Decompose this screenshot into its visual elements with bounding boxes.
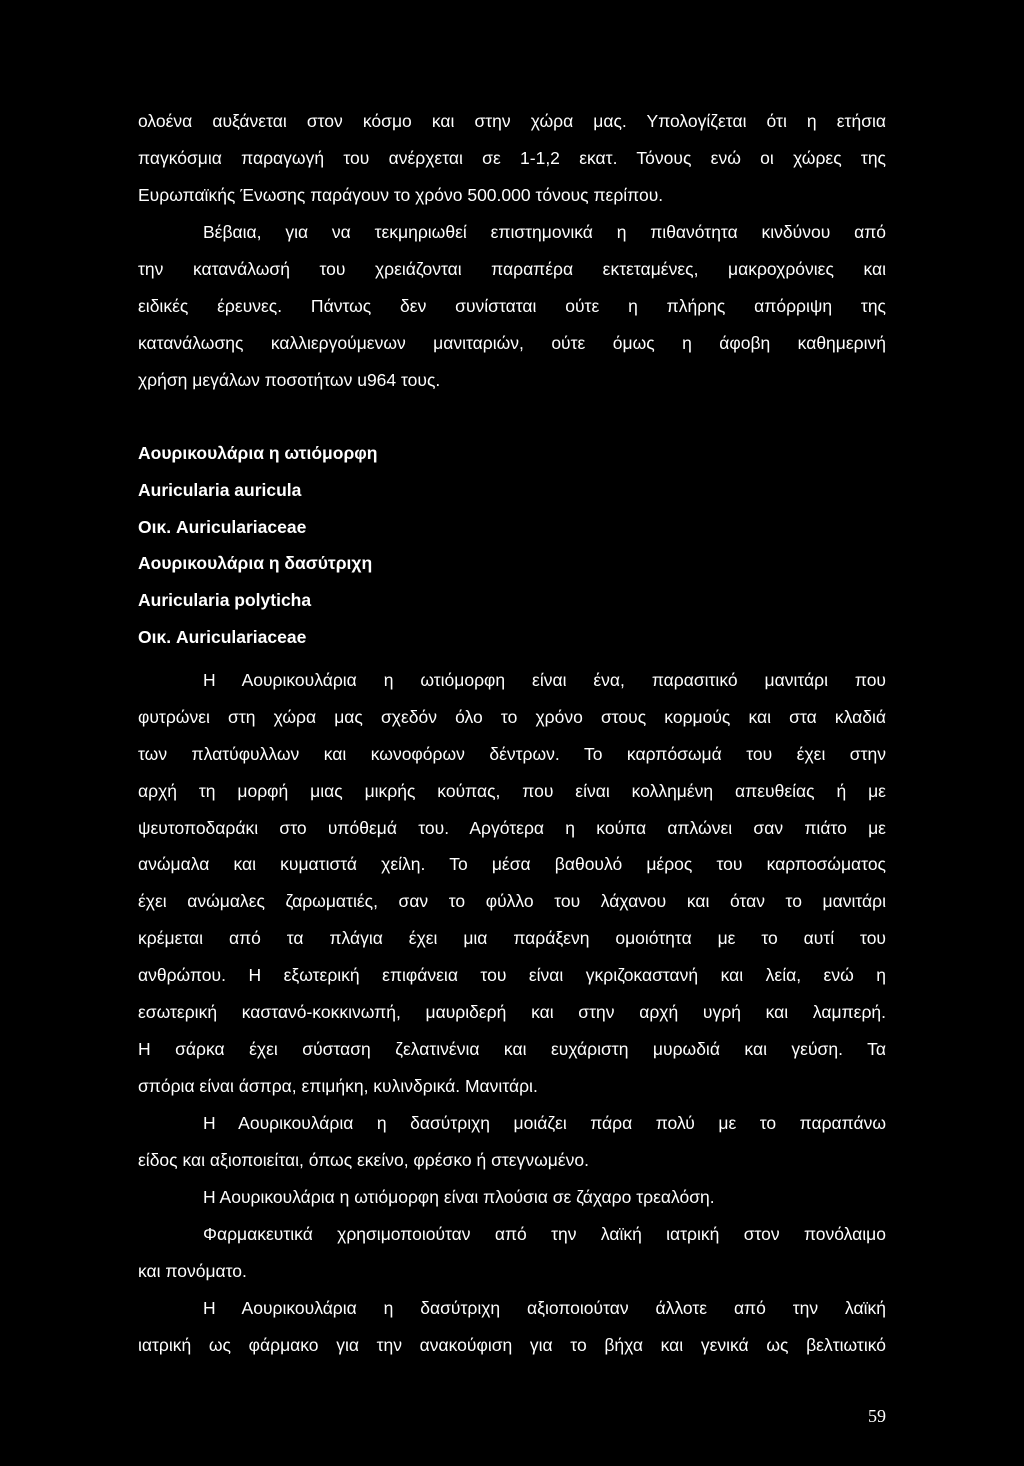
page-number: 59 [868,1406,886,1426]
text-line: κατανάλωσης καλλιεργούμενων μανιταριών, ούτε όμως η άφοβη καθημερινή [138,333,886,353]
text-line: και πονόματο. [138,1261,247,1281]
text-line: Η σάρκα έχει σύσταση ζελατινένια και ευχάριστη μυρωδιά και γεύση. Τα [138,1039,886,1059]
text-line: ψευτοποδαράκι στο υπόθεμά του. Αργότερα η κούπα απλώνει σαν πιάτο με [138,818,886,838]
text-line: χρήση μεγάλων ποσοτήτων u964 τους. [138,370,441,390]
text-line: φυτρώνει στη χώρα μας σχεδόν όλο το χρόνο στους κορμούς και στα κλαδιά [138,707,886,727]
text-line: Ευρωπαϊκής Ένωσης παράγουν το χρόνο 500.000 τόνους περίπου. [138,185,664,205]
text-line: Η Αουρικουλάρια η ωτιόμορφη είναι ένα, παρασιτικό μανιτάρι που [203,670,886,690]
text-line: κρέμεται από τα πλάγια έχει μια παράξενη ομοιότητα με το αυτί του [138,928,886,948]
text-line: εσωτερική καστανό-κοκκινωπή, μαυριδερή και στην αρχή υγρή και λαμπερή. [138,1002,886,1022]
text-line: αρχή τη μορφή μιας μικρής κούπας, που είναι κολλημένη απευθείας ή με [138,781,886,801]
text-line: Φαρμακευτικά χρησιμοποιούταν από την λαϊκή ιατρική στον πονόλαιμο [203,1224,886,1244]
text-line: σπόρια είναι άσπρα, επιμήκη, κυλινδρικά. Μανιτάρι. [138,1076,538,1096]
species-family: Οικ. Auriculariaceae [138,627,307,647]
species-heading-latin: Auricularia polyticha [138,590,312,610]
text-line: ιατρική ως φάρμακο για την ανακούφιση για το βήχα και γενικά ως βελτιωτικό [138,1335,886,1355]
species-heading-greek: Αουρικουλάρια η δασύτριχη [138,553,373,573]
text-line: ανθρώπου. Η εξωτερική επιφάνεια του είναι γκριζοκαστανή και λεία, ενώ η [138,965,886,985]
text-line: ανώμαλα και κυματιστά χείλη. Το μέσα βαθουλό μέρος του καρποσώματος [138,854,886,874]
text-line: Η Αουρικουλάρια η δασύτριχη μοιάζει πάρα πολύ με το παραπάνω [203,1113,886,1133]
text-line: Η Αουρικουλάρια η δασύτριχη αξιοποιούταν άλλοτε από την λαϊκή [203,1298,886,1318]
species-family: Οικ. Auriculariaceae [138,517,307,537]
text-line: ολοένα αυξάνεται στον κόσμο και στην χώρα μας. Υπολογίζεται ότι η ετήσια [138,111,886,131]
text-line: την κατανάλωσή του χρειάζονται παραπέρα εκτεταμένες, μακροχρόνιες και [138,259,886,279]
text-line: ειδικές έρευνες. Πάντως δεν συνίσταται ούτε η πλήρης απόρριψη της [138,296,886,316]
species-heading-greek: Αουρικουλάρια η ωτιόμορφη [138,443,378,463]
text-line: έχει ανώμαλες ζαρωματιές, σαν το φύλλο του λάχανου και όταν το μανιτάρι [138,891,886,911]
text-line: Βέβαια, για να τεκμηριωθεί επιστημονικά η πιθανότητα κινδύνου από [203,222,886,242]
text-line: είδος και αξιοποιείται, όπως εκείνο, φρέσκο ή στεγνωμένο. [138,1150,589,1170]
text-line: παγκόσμια παραγωγή του ανέρχεται σε 1-1,2 εκατ. Τόνους ενώ οι χώρες της [138,148,886,168]
text-line: των πλατύφυλλων και κωνοφόρων δέντρων. Το καρπόσωμά του έχει στην [138,744,886,764]
text-line: Η Αουρικουλάρια η ωτιόμορφη είναι πλούσια σε ζάχαρο τρεαλόση. [203,1187,715,1207]
species-heading-latin: Auricularia auricula [138,480,302,500]
